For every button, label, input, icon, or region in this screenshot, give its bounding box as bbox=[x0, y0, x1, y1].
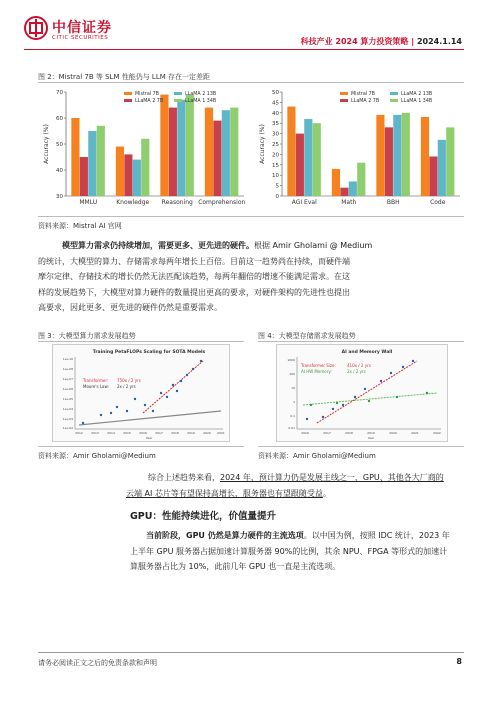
fig4-annot-transformer-value: 410x / 2 yrs bbox=[347, 363, 371, 368]
y-tick-label: 20 bbox=[272, 152, 279, 159]
bar-llama-1-34b-code bbox=[446, 127, 454, 196]
para1-line4: 样的发展趋势下，大模型对算力硬件的数量提出更高的要求，对硬件架构的先进性也提出 bbox=[38, 287, 350, 297]
fig4-ytick-3: 1 bbox=[293, 400, 295, 404]
bar-llama-2-7b-comprehension bbox=[213, 121, 221, 196]
citic-logo-icon bbox=[24, 16, 48, 40]
paragraph-compute-demand bbox=[38, 238, 468, 316]
x-category-label: AGI Eval bbox=[291, 199, 317, 206]
x-category-label: Math bbox=[341, 199, 357, 206]
footer-divider bbox=[38, 652, 464, 653]
fig3-xtick-1: 2013 bbox=[91, 431, 99, 435]
bar-llama-1-34b-agi-eval bbox=[313, 123, 321, 196]
fig3-xtick-0: 2012 bbox=[75, 431, 83, 435]
figure4-caption: 图 4：大模型存储需求发展趋势 bbox=[258, 332, 356, 340]
legend-label: LLaMA 2 13B bbox=[401, 92, 433, 97]
y-tick-label: 0 bbox=[275, 194, 279, 200]
fig4-ytick-0: 1000 bbox=[287, 358, 295, 362]
fig3-annot-transformer-value: 750x / 2 yrs bbox=[117, 378, 141, 383]
para3-line1: 。以中国为例，按照 IDC 统计，2023 年 bbox=[303, 531, 450, 540]
bar-llama-2-13b-mmlu bbox=[88, 131, 96, 196]
fig3-annot-moore: Moore's Law: bbox=[83, 384, 109, 389]
bar-mistral-7b-mmlu bbox=[71, 118, 79, 196]
bar-llama-2-13b-bbh bbox=[393, 115, 401, 196]
para2-intro: 综合上述趋势来看， bbox=[148, 473, 220, 482]
fig4-xtick-2: 2018 bbox=[345, 431, 353, 435]
fig3-xtick-8: 2020 bbox=[203, 431, 211, 435]
paragraph-summary bbox=[38, 470, 468, 501]
figure2-source: 资料来源：Mistral AI 官网 bbox=[38, 222, 122, 230]
fig4-annot-memory: AI HW Memory: bbox=[301, 369, 332, 374]
x-category-label: BBH bbox=[386, 199, 400, 206]
figure4-source: 资料来源：Amir Gholami@Medium bbox=[258, 452, 376, 460]
para1-line3: 摩尔定律、存储技术的增长仍然无法匹配该趋势，每两年翻倍的增速不能满足需求。在这 bbox=[38, 272, 350, 281]
report-title: 科技产业 2024 算力投资策略 bbox=[300, 37, 409, 46]
para2-underlined-1: 2024 年，预计算力仍是发展主线之一，GPU、其他各大厂商的 bbox=[220, 473, 444, 482]
report-header bbox=[301, 36, 462, 47]
y-tick-label: 40 bbox=[272, 110, 279, 117]
x-category-label: Knowledge bbox=[116, 199, 150, 206]
fig4-hw-memory-trend bbox=[303, 393, 437, 405]
fig3-moores-law-trend bbox=[79, 411, 221, 425]
fig3-ytick-4: 1e+05 bbox=[62, 397, 73, 401]
bar-llama-2-7b-knowledge bbox=[124, 154, 132, 196]
bar-llama-2-7b-math bbox=[340, 188, 348, 196]
figure2-caption-rule bbox=[38, 82, 464, 83]
figure3-source: 资料来源：Amir Gholami@Medium bbox=[38, 452, 156, 460]
bar-llama-1-34b-knowledge bbox=[141, 139, 149, 196]
para1-line2: 的统计，大模型的算力、存储需求每两年增长上百倍。目前这一趋势尚在持续，而硬件端 bbox=[38, 256, 350, 266]
bar-llama-2-7b-agi-eval bbox=[296, 134, 304, 196]
x-category-label: Reasoning bbox=[161, 199, 193, 206]
y-tick-label: 35 bbox=[272, 121, 279, 128]
y-tick-label: 5 bbox=[275, 183, 279, 190]
logo-english: CITIC SECURITIES bbox=[52, 35, 109, 41]
bar-llama-2-13b-agi-eval bbox=[304, 119, 312, 196]
para1-line5: 高要求，因此更多、更先进的硬件仍然是重要需求。 bbox=[38, 303, 222, 312]
legend-swatch bbox=[124, 92, 132, 95]
bar-llama-2-7b-reasoning bbox=[169, 108, 177, 196]
fig3-annot-moore-value: 2x / 2 yrs bbox=[117, 384, 136, 389]
fig4-xtick-3: 2019 bbox=[367, 431, 375, 435]
bar-mistral-7b-comprehension bbox=[205, 108, 213, 196]
para3-line2: 上半年 GPU 服务器占据加速计算服务器 90%的比例，其余 NPU、FPGA 等形式的加速计 bbox=[130, 546, 448, 556]
fig4-xtick-6: 2022 bbox=[433, 431, 441, 435]
bar-llama-2-7b-bbh bbox=[385, 127, 393, 196]
bar-mistral-7b-reasoning bbox=[160, 95, 168, 196]
report-date: 2024.1.14 bbox=[416, 37, 462, 46]
bar-llama-2-13b-math bbox=[349, 181, 357, 196]
y-tick-label: 70 bbox=[56, 90, 63, 96]
bar-llama-2-13b-code bbox=[438, 140, 446, 196]
fig4-ytick-1: 100 bbox=[289, 372, 295, 376]
y-tick-label: 60 bbox=[56, 116, 63, 122]
bar-llama-1-34b-bbh bbox=[402, 113, 410, 196]
fig3-ytick-7: 1e+02 bbox=[62, 426, 73, 430]
figure3-caption: 图 3：大模型算力需求发展趋势 bbox=[38, 332, 136, 340]
figure2-caption: 图 2：Mistral 7B 等 SLM 性能仍与 LLM 存在一定差距 bbox=[38, 73, 210, 81]
y-tick-label: 30 bbox=[272, 131, 279, 138]
page-number: 8 bbox=[456, 657, 462, 666]
y-tick-label: 30 bbox=[56, 194, 63, 200]
y-tick-label: 50 bbox=[56, 142, 63, 148]
figure4-bottom-rule bbox=[258, 446, 464, 447]
fig4-ytick-4: 0.1 bbox=[290, 414, 295, 418]
legend-swatch bbox=[340, 92, 348, 95]
fig4-xtick-4: 2020 bbox=[389, 431, 397, 435]
figure4-caption-rule bbox=[258, 341, 464, 342]
bar-llama-1-34b-math bbox=[357, 163, 365, 196]
fig3-ytick-2: 1e+07 bbox=[62, 377, 73, 381]
header-separator: | bbox=[411, 37, 415, 46]
figure3-bottom-rule bbox=[38, 446, 244, 447]
y-tick-label: 45 bbox=[272, 100, 279, 107]
fig4-xtick-5: 2021 bbox=[411, 431, 419, 435]
bar-llama-2-13b-reasoning bbox=[177, 100, 185, 196]
fig3-xtick-6: 2018 bbox=[171, 431, 179, 435]
legend-label: Mistral 7B bbox=[351, 92, 375, 97]
legend-swatch bbox=[340, 99, 348, 102]
para3-bold: 当前阶段，GPU 仍然是算力硬件的主流选项 bbox=[146, 531, 304, 540]
para1-line1: 根据 Amir Gholami @ Medium bbox=[254, 241, 373, 250]
footer-disclaimer: 请务必阅读正文之后的免责条款和声明 bbox=[38, 659, 157, 667]
legend-label: LLaMA 2 13B bbox=[185, 92, 217, 97]
fig3-ytick-3: 1e+06 bbox=[62, 387, 73, 391]
legend-swatch bbox=[174, 99, 182, 102]
legend-label: LLaMA 2 7B bbox=[351, 99, 380, 104]
y-axis-label: Accuracy (%) bbox=[259, 124, 266, 164]
fig3-annot-transformer: Transformer: bbox=[83, 378, 109, 383]
bar-llama-2-7b-code bbox=[429, 156, 437, 196]
bar-llama-2-7b-mmlu bbox=[80, 157, 88, 196]
x-category-label: Code bbox=[430, 199, 446, 206]
legend-swatch bbox=[390, 99, 398, 102]
figure3-caption-rule bbox=[38, 341, 244, 342]
x-category-label: MMLU bbox=[79, 199, 98, 206]
paragraph-gpu bbox=[130, 528, 470, 575]
fig3-xtick-3: 2015 bbox=[123, 431, 131, 435]
logo-chinese: 中信证券 bbox=[52, 20, 112, 36]
fig3-xtick-2: 2014 bbox=[107, 431, 115, 435]
fig4-ytick-2: 10 bbox=[291, 386, 295, 390]
y-tick-label: 50 bbox=[272, 90, 279, 96]
legend-label: LLaMA 2 7B bbox=[135, 99, 164, 104]
bar-mistral-7b-bbh bbox=[376, 115, 384, 196]
fig3-xtick-9: 2021 bbox=[217, 431, 225, 435]
fig3-xtick-5: 2017 bbox=[155, 431, 163, 435]
para2-underlined-2: 云端 AI 芯片等有望保持高增长，服务器也有望跟随受益 bbox=[126, 488, 323, 498]
fig3-xtick-7: 2019 bbox=[187, 431, 195, 435]
fig4-annot-transformer: Transformer Size: bbox=[301, 363, 336, 368]
bar-llama-1-34b-mmlu bbox=[97, 126, 105, 196]
legend-swatch bbox=[174, 92, 182, 95]
figure3-chart-title: Training PetaFLOPs Scaling for SOTA Models bbox=[92, 350, 206, 355]
fig4-xlabel: Year bbox=[367, 436, 375, 440]
bar-llama-1-34b-reasoning bbox=[186, 95, 194, 196]
figure2-bottom-rule bbox=[38, 216, 464, 217]
bar-mistral-7b-code bbox=[421, 117, 429, 196]
para2-end: 。 bbox=[322, 488, 331, 498]
chart-mmlu-knowledge-reasoning bbox=[40, 86, 248, 216]
fig4-transformer-trend bbox=[317, 361, 417, 423]
bar-mistral-7b-knowledge bbox=[116, 147, 124, 196]
para1-bold: 模型算力需求仍持续增加，需要更多、更先进的硬件。 bbox=[62, 241, 254, 250]
y-tick-label: 40 bbox=[56, 168, 63, 174]
header-divider bbox=[24, 49, 464, 50]
legend-swatch bbox=[390, 92, 398, 95]
fig3-ytick-5: 1e+04 bbox=[62, 407, 73, 411]
fig3-ytick-1: 1e+08 bbox=[62, 367, 73, 371]
fig4-xtick-0: 2016 bbox=[301, 431, 309, 435]
x-category-label: Comprehension bbox=[198, 199, 246, 206]
fig3-xlabel: Year bbox=[145, 436, 153, 440]
para3-line3: 算服务器占比为 10%，此前几年 GPU 也一直是主流选项。 bbox=[130, 562, 341, 571]
figure4-image bbox=[276, 344, 448, 442]
bar-mistral-7b-agi-eval bbox=[287, 107, 295, 196]
legend-label: LLaMA 1 34B bbox=[185, 99, 217, 104]
bar-llama-1-34b-comprehension bbox=[230, 108, 238, 196]
figure4-chart-title: AI and Memory Wall bbox=[341, 350, 393, 355]
legend-swatch bbox=[124, 99, 132, 102]
y-tick-label: 10 bbox=[272, 173, 279, 180]
section-heading-gpu: GPU：性能持续进化，价值量提升 bbox=[130, 511, 276, 522]
bar-llama-2-13b-knowledge bbox=[133, 160, 141, 196]
fig4-xtick-1: 2017 bbox=[323, 431, 331, 435]
legend-label: LLaMA 1 34B bbox=[401, 99, 433, 104]
fig4-annot-memory-value: 2x / 2 yrs bbox=[347, 369, 366, 374]
bar-mistral-7b-math bbox=[332, 169, 340, 196]
fig3-ytick-0: 1e+10 bbox=[62, 357, 73, 361]
fig3-xtick-4: 2016 bbox=[139, 431, 147, 435]
y-tick-label: 25 bbox=[272, 142, 279, 148]
chart-agi-math-bbh-code bbox=[256, 86, 464, 216]
company-logo bbox=[24, 16, 174, 46]
fig3-ytick-6: 1e+03 bbox=[62, 417, 73, 421]
bar-llama-2-13b-comprehension bbox=[222, 110, 230, 196]
y-tick-label: 15 bbox=[272, 162, 279, 169]
figure3-image bbox=[52, 344, 230, 442]
legend-label: Mistral 7B bbox=[135, 92, 159, 97]
y-axis-label: Accuracy (%) bbox=[43, 124, 50, 164]
fig4-ytick-5: 0.01 bbox=[288, 426, 295, 430]
